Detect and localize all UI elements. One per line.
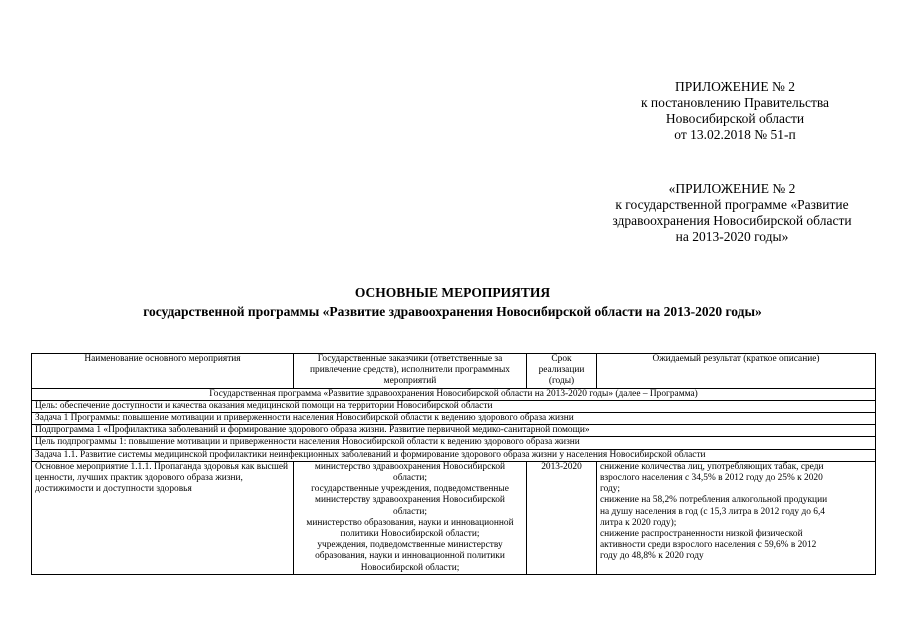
customer-line: учреждения, подведомственные министерству образования, науки и инновационной политики Новосибирской области; bbox=[315, 540, 505, 573]
table-header-row bbox=[32, 354, 876, 389]
event-period-cell: 2013-2020 bbox=[527, 461, 597, 574]
header-period: Срок реализации (годы) bbox=[527, 354, 597, 389]
task-cell: Задача 1 Программы: повышение мотивации и приверженности населения Новосибирской области к ведению здорового образа жизни bbox=[32, 413, 876, 425]
result-line: активности среди взрослого населения с 59,6% в 2012 bbox=[600, 540, 817, 551]
result-line: литра к 2020 году); bbox=[600, 517, 677, 528]
result-line: снижение на 58,2% потребления алкогольной продукции bbox=[600, 495, 828, 506]
event-customers-cell bbox=[294, 461, 527, 574]
goal-cell: Цель: обеспечение доступности и качества оказания медицинской помощи на территории Новосибирской области bbox=[32, 400, 876, 412]
subprogram-row bbox=[32, 425, 876, 437]
event-name-cell: Основное мероприятие 1.1.1. Пропаганда здоровья как высшей ценности, лучших практик здорового образа жизни, достижимости и доступности здоровья bbox=[32, 461, 294, 574]
task-row bbox=[32, 413, 876, 425]
subgoal-cell: Цель подпрограммы 1: повышение мотивации и приверженности населения Новосибирской области к ведению здорового образа жизни bbox=[32, 437, 876, 449]
table-row bbox=[32, 461, 876, 574]
result-line: на душу населения в год (с 15,3 литра в 2012 году до 6,4 bbox=[600, 506, 825, 517]
header-event-name: Наименование основного мероприятия bbox=[32, 354, 294, 389]
result-line: году до 48,8% к 2020 году bbox=[600, 551, 704, 562]
events-table bbox=[31, 353, 876, 575]
appendix-line: «ПРИЛОЖЕНИЕ № 2 bbox=[668, 181, 796, 196]
appendix-resolution-block bbox=[590, 79, 880, 143]
appendix-line: к государственной программе «Развитие bbox=[615, 197, 849, 212]
document-title: ОСНОВНЫЕ МЕРОПРИЯТИЯ bbox=[354, 285, 551, 300]
header-customers: Государственные заказчики (ответственные за привлечение средств), исполнители программных мероприятий bbox=[294, 354, 527, 389]
appendix-line: на 2013-2020 годы» bbox=[675, 229, 789, 244]
subtask-cell: Задача 1.1. Развитие системы медицинской профилактики неинфекционных заболеваний и формирование здорового образа жизни у населения Новосибирской области bbox=[32, 449, 876, 461]
customer-line: министерство здравоохранения Новосибирской области; bbox=[314, 461, 506, 484]
result-line: взрослого населения с 34,5% в 2012 году до 25% к 2020 bbox=[600, 473, 823, 484]
program-row bbox=[32, 388, 876, 400]
result-line: снижение количества лиц, употребляющих табак, среди bbox=[600, 461, 824, 472]
appendix-line: ПРИЛОЖЕНИЕ № 2 bbox=[674, 79, 796, 94]
customer-line: министерство образования, науки и инновационной политики Новосибирской области; bbox=[306, 517, 514, 540]
subprogram-cell: Подпрограмма 1 «Профилактика заболеваний и формирование здорового образа жизни. Развитие первичной медико-санитарной помощи» bbox=[32, 425, 876, 437]
subgoal-row bbox=[32, 437, 876, 449]
subtask-row bbox=[32, 449, 876, 461]
appendix-program-block bbox=[572, 181, 892, 245]
appendix-line: здравоохранения Новосибирской области bbox=[612, 213, 852, 228]
document-subtitle: государственной программы «Развитие здравоохранения Новосибирской области на 2013-2020 годы» bbox=[143, 304, 762, 319]
appendix-line: к постановлению Правительства bbox=[640, 95, 830, 110]
header-result: Ожидаемый результат (краткое описание) bbox=[597, 354, 876, 389]
program-cell: Государственная программа «Развитие здравоохранения Новосибирской области на 2013-2020 годы» (далее – Программа) bbox=[32, 388, 876, 400]
result-line: году; bbox=[600, 484, 620, 495]
customer-line: государственные учреждения, подведомственные министерству здравоохранения Новосибирской области; bbox=[311, 484, 509, 517]
result-line: снижение распространенности низкой физической bbox=[600, 529, 803, 540]
event-result-cell bbox=[597, 461, 876, 574]
appendix-line: от 13.02.2018 № 51-п bbox=[674, 127, 796, 142]
appendix-line: Новосибирской области bbox=[665, 111, 805, 126]
goal-row bbox=[32, 400, 876, 412]
